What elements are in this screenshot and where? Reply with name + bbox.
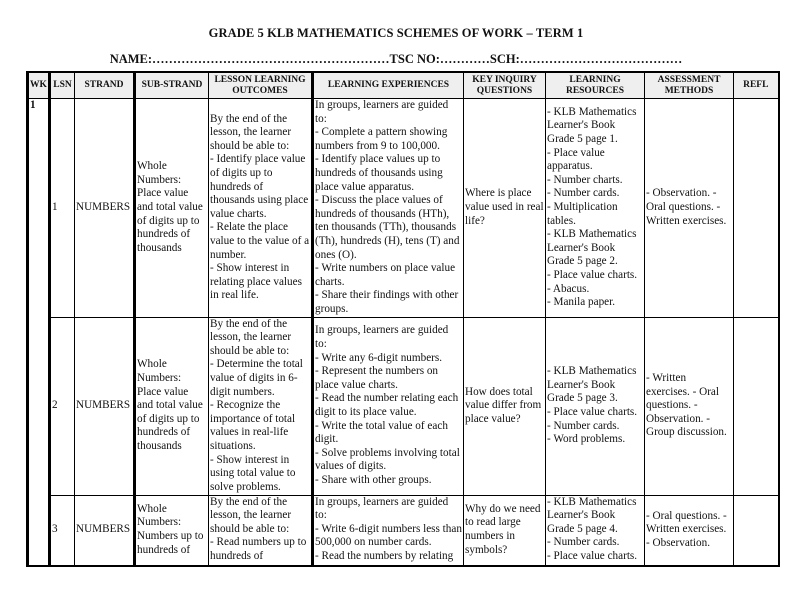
header-strand: STRAND: [75, 72, 135, 99]
resource-line: - KLB Mathematics Learner's Book Grade 5 page 3.: [547, 365, 637, 405]
resource-line: - Manila paper.: [547, 296, 616, 309]
experiences-cell: [313, 99, 464, 318]
table-row: [28, 495, 779, 566]
resource-line: - Place value apparatus.: [547, 146, 605, 173]
experiences-cell: [313, 495, 464, 566]
resource-line: - Number cards.: [547, 187, 620, 200]
table-row: [28, 317, 779, 495]
refl-cell[interactable]: [734, 99, 779, 318]
experience-line: In groups, learners are guided to:: [315, 99, 449, 125]
experience-line: - Share their findings with other groups.: [315, 289, 459, 315]
outcome-line: - Identify place value of digits up to hundreds of thousands using place value charts.: [210, 153, 309, 220]
experience-line: - Write any 6-digit numbers.: [315, 351, 443, 364]
header-assessment: ASSESSMENT METHODS: [645, 72, 734, 99]
resource-line: - KLB Mathematics Learner's Book Grade 5 page 1.: [547, 105, 637, 145]
refl-cell[interactable]: [734, 317, 779, 495]
resources-cell: [546, 317, 645, 495]
resource-line: - Number charts.: [547, 173, 623, 186]
outcome-line: By the end of the lesson, the learner should be able to:: [210, 495, 292, 535]
experience-line: - Identify place values up to hundreds of thousands using place value apparatus.: [315, 153, 443, 193]
resource-line: - Number cards.: [547, 536, 620, 549]
header-experiences: LEARNING EXPERIENCES: [313, 72, 464, 99]
key-inquiry-cell: How does total value differ from place value?: [464, 317, 546, 495]
resource-line: - Place value charts.: [547, 406, 638, 418]
header-resources: LEARNING RESOURCES: [546, 72, 645, 99]
resource-line: - KLB Mathematics Learner's Book Grade 5 page 2.: [547, 228, 637, 268]
header-lsn: LSN: [50, 72, 75, 99]
outcomes-cell: [209, 495, 313, 566]
header-sub-strand: SUB-STRAND: [135, 72, 209, 99]
table-row: [28, 99, 779, 318]
header-refl: REFL: [734, 72, 779, 99]
resource-line: - Multiplication tables.: [547, 200, 618, 227]
resource-line: - Place value charts.: [547, 549, 638, 562]
key-inquiry-cell: Why do we need to read large numbers in symbols?: [464, 495, 546, 566]
strand-cell: NUMBERS: [75, 317, 135, 495]
experience-line: - Read the number relating each digit to its place value.: [315, 392, 459, 418]
outcome-line: - Show interest in using total value to solve problems.: [210, 453, 296, 493]
resource-line: - Number cards.: [547, 419, 620, 432]
header-row: [28, 72, 779, 99]
experience-line: - Discuss the place values of hundreds of thousands (HTh), ten thousands (TTh), thousands (Th), hundreds (H), tens (T) and ones (O).: [315, 194, 460, 261]
week-cell: 1: [28, 99, 50, 566]
experience-line: - Write numbers on place value charts.: [315, 262, 456, 288]
experience-line: - Solve problems involving total values of digits.: [315, 446, 460, 473]
outcomes-cell: [209, 99, 313, 318]
lsn-cell: 3: [50, 495, 75, 566]
experience-line: - Read the numbers by relating: [315, 549, 454, 562]
experience-line: - Represent the numbers on place value charts.: [315, 365, 439, 391]
resource-line: - Place value charts.: [547, 268, 638, 281]
outcome-line: - Show interest in relating place values in real life.: [210, 262, 302, 302]
lsn-cell: 1: [50, 99, 75, 318]
experience-line: - Share with other groups.: [315, 473, 432, 486]
experiences-cell: [313, 317, 464, 495]
outcome-line: By the end of the lesson, the learner should be able to:: [210, 317, 292, 357]
outcome-line: By the end of the lesson, the learner should be able to:: [210, 112, 292, 152]
strand-cell: NUMBERS: [75, 99, 135, 318]
outcome-line: - Read numbers up to hundreds of: [210, 536, 307, 562]
experience-line: In groups, learners are guided to:: [315, 495, 449, 522]
header-outcomes: LESSON LEARNING OUTCOMES: [209, 72, 313, 99]
document-title: GRADE 5 KLB MATHEMATICS SCHEMES OF WORK – TERM 1: [208, 26, 584, 40]
header-key-inquiry: KEY INQUIRY QUESTIONS: [464, 72, 546, 99]
assessment-cell: - Observation. - Oral questions. - Written exercises.: [645, 99, 734, 318]
resource-line: - Word problems.: [547, 433, 626, 446]
experience-line: In groups, learners are guided to:: [315, 324, 449, 351]
outcome-line: - Determine the total value of digits in 6-digit numbers.: [210, 358, 303, 398]
strand-cell: NUMBERS: [75, 495, 135, 566]
lsn-cell: 2: [50, 317, 75, 495]
header-wk: WK: [28, 72, 50, 99]
resource-line: - Abacus.: [547, 282, 590, 295]
resources-cell: [546, 495, 645, 566]
sub-strand-cell: Whole Numbers: Numbers up to hundreds of: [135, 495, 209, 566]
sub-strand-cell: Whole Numbers: Place value and total value of digits up to hundreds of thousands: [135, 99, 209, 318]
sub-strand-cell: Whole Numbers: Place value and total value of digits up to hundreds of thousands: [135, 317, 209, 495]
resource-line: - KLB Mathematics Learner's Book Grade 5 page 4.: [547, 495, 637, 535]
key-inquiry-cell: Where is place value used in real life?: [464, 99, 546, 318]
experience-line: - Write the total value of each digit.: [315, 419, 448, 446]
teacher-details-line: NAME:…………………………………………………TSC NO:…………SCH:…………………………………: [109, 52, 683, 66]
schemes-of-work-table: [26, 71, 780, 567]
resources-cell: [546, 99, 645, 318]
outcome-line: - Recognize the importance of total values in real-life situations.: [210, 399, 296, 452]
experience-line: - Complete a pattern showing numbers from 9 to 100,000.: [315, 126, 448, 152]
outcomes-cell: [209, 317, 313, 495]
assessment-cell: - Written exercises. - Oral questions. - Observation. - Group discussion.: [645, 317, 734, 495]
outcome-line: - Relate the place value to the value of a number.: [210, 221, 310, 261]
refl-cell[interactable]: [734, 495, 779, 566]
experience-line: - Write 6-digit numbers less than 500,000 on number cards.: [315, 522, 462, 549]
assessment-cell: - Oral questions. - Written exercises. - Observation.: [645, 495, 734, 566]
